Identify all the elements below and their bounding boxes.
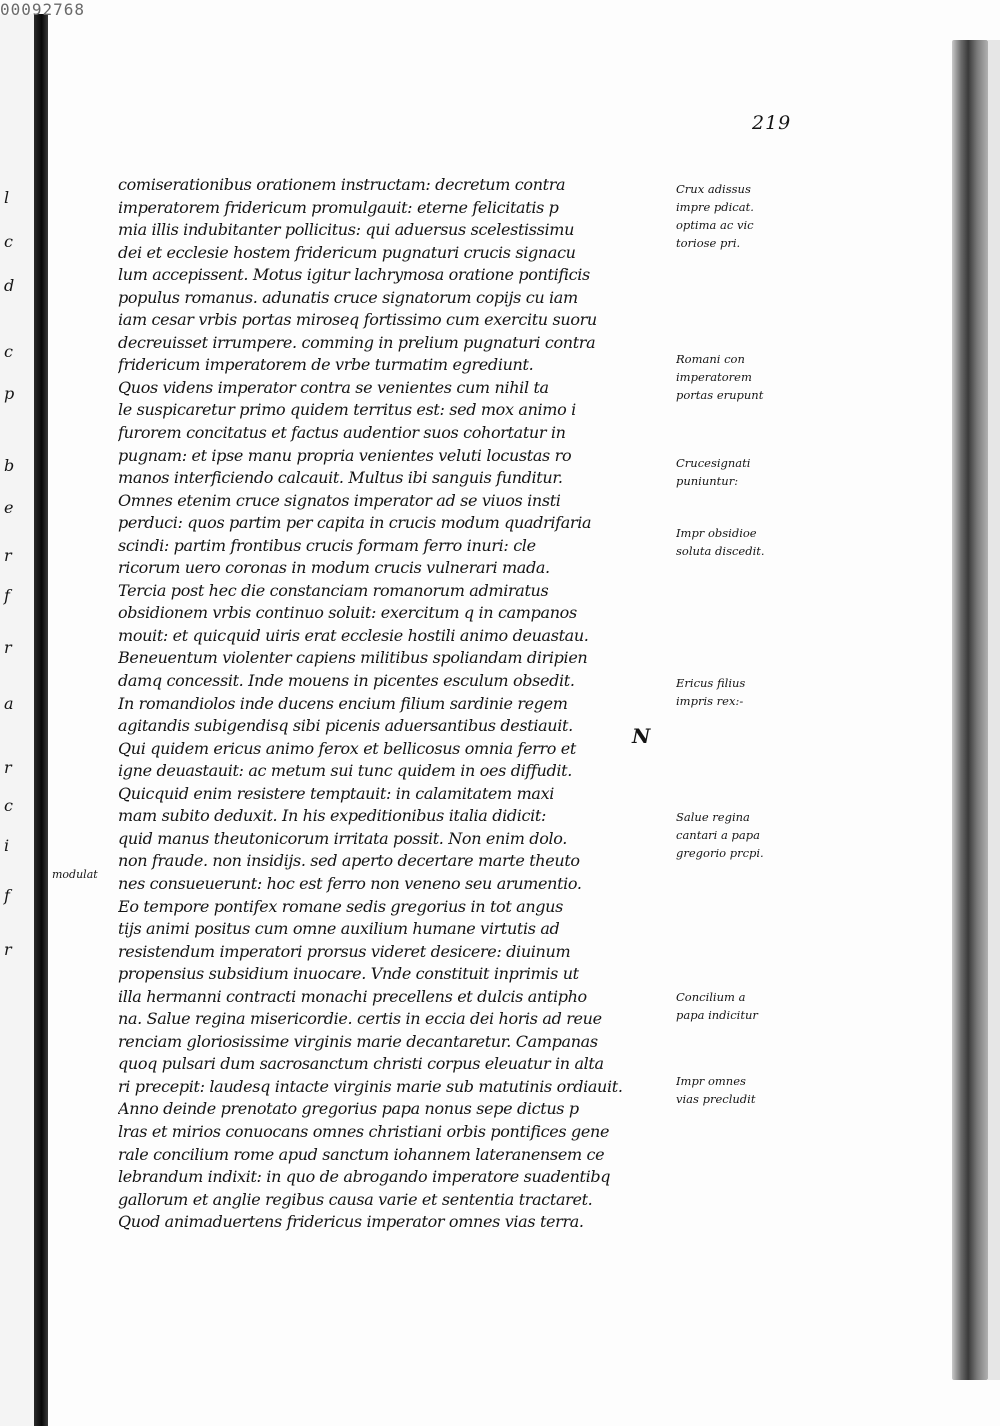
text-line: mia illis indubitanter pollicitus: qui aduersus scelestissimu (118, 220, 575, 240)
marginal-note (676, 454, 780, 490)
fore-edge-shadow (988, 40, 1000, 1380)
text-line: lras et mirios conuocans omnes christiani orbis pontifices gene (118, 1121, 610, 1141)
marginal-note (676, 674, 780, 710)
text-line: iam cesar vrbis portas miroseq fortissimo cum exercitu suoru (118, 310, 597, 330)
text-line: lebrandum indixit: in quo de abrogando imperatore suadentibq (118, 1167, 611, 1187)
left-fragment: r (4, 638, 12, 657)
text-line: Qui quidem ericus animo ferox et bellicosus omnia ferro et (118, 738, 576, 758)
text-line: non fraude. non insidijs. sed aperto decertare marte theuto (118, 851, 580, 871)
text-line: decreuisset irrumpere. comming in prelium pugnaturi contra (118, 332, 596, 352)
text-line: le suspicaretur primo quidem territus est: sed mox animo i (118, 400, 576, 420)
text-line: igne deuastauit: ac metum sui tunc quidem in oes diffudit. (118, 761, 572, 781)
left-fragment: a (4, 694, 14, 713)
text-line: dei et ecclesie hostem fridericum pugnaturi crucis signacu (118, 242, 576, 262)
text-line: quoq pulsari dum sacrosanctum christi corpus eleuatur in alta (118, 1054, 604, 1074)
marginal-note-line: gregorio prcpi. (676, 846, 764, 860)
marginal-note-line: impre pdicat. (676, 200, 754, 214)
left-fragment: c (4, 232, 13, 251)
text-line: Omnes etenim cruce signatos imperator ad se viuos insti (118, 490, 561, 510)
main-text-block (118, 174, 638, 1234)
text-line: agitandis subigendisq sibi picenis aduersantibus destiauit. (118, 716, 573, 736)
text-line: Quicquid enim resistere temptauit: in calamitatem maxi (118, 783, 555, 803)
text-line: nes consueuerunt: hoc est ferro non veneno seu arumentio. (118, 873, 582, 893)
marginal-note-line: impris rex:- (676, 694, 744, 708)
marginal-note-line: Romani con (676, 352, 745, 366)
left-fragment: p (4, 384, 15, 403)
page-fore-edge (952, 40, 988, 1380)
marginal-note-line: Impr obsidioe (676, 526, 757, 540)
text-line: populus romanus. adunatis cruce signatorum copijs cu iam (118, 287, 578, 307)
text-line: furorem concitatus et factus audentior suos cohortatur in (118, 423, 566, 443)
folio-number: 219 (752, 112, 792, 134)
text-line: Anno deinde prenotato gregorius papa nonus sepe dictus p (118, 1099, 579, 1119)
left-page-edge (0, 14, 34, 1426)
text-line: illa hermanni contracti monachi precellens et dulcis antipho (118, 986, 587, 1006)
text-line: gallorum et anglie regibus causa varie et sententia tractaret. (118, 1189, 593, 1209)
marginal-note-line: Crux adissus (676, 182, 751, 196)
marginal-note-line: optima ac vic (676, 218, 754, 232)
marginal-note-line: vias precludit (676, 1092, 756, 1106)
text-line: ricorum uero coronas in modum crucis vulnerari mada. (118, 558, 550, 578)
text-line: manos interficiendo calcauit. Multus ibi sanguis funditur. (118, 468, 563, 488)
left-fragment: f (4, 586, 10, 605)
left-fragment: b (4, 456, 15, 475)
left-fragment: f (4, 886, 10, 905)
binding-gutter (34, 14, 48, 1426)
marginal-note-line: portas erupunt (676, 388, 764, 402)
marginal-note (676, 988, 780, 1024)
marginal-note-line: Ericus filius (676, 676, 746, 690)
text-line: rale concilium rome apud sanctum iohannem lateranensem ce (118, 1144, 605, 1164)
text-line: lum accepissent. Motus igitur lachrymosa oratione pontificis (118, 265, 590, 285)
marginal-note-line: soluta discedit. (676, 544, 765, 558)
marginal-note-line: cantari a papa (676, 828, 760, 842)
text-line: Beneuentum violenter capiens militibus spoliandam diripien (118, 648, 588, 668)
marginal-note-line: puniuntur: (676, 474, 739, 488)
text-line: resistendum imperatori prorsus videret desicere: diuinum (118, 941, 571, 961)
text-line: perduci: quos partim per capita in crucis modum quadrifaria (118, 513, 592, 533)
text-line: quid manus theutonicorum irritata possit. Non enim dolo. (118, 828, 567, 848)
text-line: scindi: partim frontibus crucis formam ferro inuri: cle (118, 535, 536, 555)
catalog-number: 00092768 (0, 0, 86, 19)
text-line: propensius subsidium inuocare. Vnde constituit inprimis ut (118, 964, 579, 984)
marginal-note (676, 350, 780, 404)
text-line: Quod animaduertens fridericus imperator omnes vias terra. (118, 1212, 584, 1232)
left-fragment: r (4, 758, 12, 777)
text-line: pugnam: et ipse manu propria venientes veluti locustas ro (118, 445, 572, 465)
text-line: mam subito deduxit. In his expeditionibus italia didicit: (118, 806, 547, 826)
text-line: damq concessit. Inde mouens in picentes esculum obsedit. (118, 671, 575, 691)
text-line: In romandiolos inde ducens encium filium sardinie regem (118, 693, 568, 713)
left-fragment: r (4, 940, 12, 959)
text-line: renciam gloriosissime virginis marie decantaretur. Campanas (118, 1031, 598, 1051)
text-line: obsidionem vrbis continuo soluit: exercitum q in campanos (118, 603, 577, 623)
left-fragment: l (4, 188, 10, 207)
text-line: Quos videns imperator contra se venientes cum nihil ta (118, 377, 549, 397)
text-line: na. Salue regina misericordie. certis in eccia dei horis ad reue (118, 1009, 602, 1029)
left-fragment: c (4, 342, 13, 361)
marginal-note-line: imperatorem (676, 370, 752, 384)
left-fragment: c (4, 796, 13, 815)
marginal-note-line: Crucesignati (676, 456, 751, 470)
text-line: fridericum imperatorem de vrbe turmatim egrediunt. (118, 355, 534, 375)
marginal-note (676, 808, 780, 862)
side-letter-mark: N (632, 724, 651, 748)
marginal-note-line: toriose pri. (676, 236, 741, 250)
text-line: Eo tempore pontifex romane sedis gregorius in tot angus (118, 896, 564, 916)
text-line: Tercia post hec die constanciam romanorum admiratus (118, 580, 549, 600)
left-fragment: r (4, 546, 12, 565)
marginal-note-line: papa indicitur (676, 1008, 758, 1022)
marginal-note-line: Concilium a (676, 990, 746, 1004)
left-fragment: d (4, 276, 15, 295)
left-fragment: i (4, 836, 10, 855)
marginal-note (676, 524, 780, 560)
text-line: imperatorem fridericum promulgauit: eterne felicitatis p (118, 197, 559, 217)
marginal-note (676, 1072, 780, 1108)
text-line: ri precepit: laudesq intacte virginis marie sub matutinis ordiauit. (118, 1076, 623, 1096)
left-margin-note: modulat (52, 868, 98, 881)
text-line: comiserationibus orationem instructam: decretum contra (118, 175, 566, 194)
left-fragment: e (4, 498, 14, 517)
marginal-note (676, 180, 780, 252)
marginal-note-line: Salue regina (676, 810, 750, 824)
marginal-note-line: Impr omnes (676, 1074, 746, 1088)
text-line: mouit: et quicquid uiris erat ecclesie hostili animo deuastau. (118, 625, 589, 645)
text-line: tijs animi positus cum omne auxilium humane virtutis ad (118, 919, 560, 939)
